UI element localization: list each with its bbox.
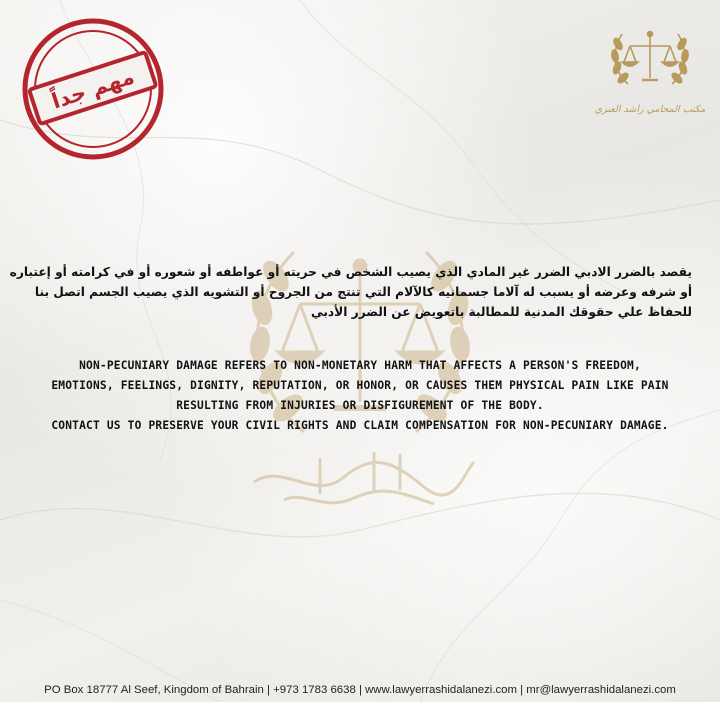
law-office-logo <box>594 16 706 120</box>
arabic-line: أو شرفه وعرضه أو يسبب له آلاما جسمانيه كالآلام التي تنتج من الجروح أو التشويه الذي يصيب الجسم اتصل بنا <box>34 285 692 299</box>
english-line: EMOTIONS, FEELINGS, DIGNITY, REPUTATION, OR HONOR, OR CAUSES THEM PHYSICAL PAIN LIKE PAIN <box>51 379 669 392</box>
english-line: NON-PECUNIARY DAMAGE REFERS TO NON-MONETARY HARM THAT AFFECTS A PERSON'S FREEDOM, <box>79 359 641 372</box>
arabic-line: يقصد بالضرر الادبي الضرر غير المادي الذي يصيب الشخص في حريته أو عواطفه أو شعوره أو في كرامته أو إعتباره <box>9 265 692 279</box>
watermark-calligraphy <box>254 452 474 504</box>
arabic-paragraph <box>9 262 692 322</box>
arabic-line: للحفاظ علي حقوقك المدنية للمطالبة باتعويض عن الضرر الأدبي <box>311 305 692 319</box>
english-paragraph <box>14 356 706 436</box>
important-stamp <box>18 14 168 164</box>
english-line: CONTACT US TO PRESERVE YOUR CIVIL RIGHTS AND CLAIM COMPENSATION FOR NON-PECUNIARY DAMAGE. <box>51 419 669 432</box>
logo-calligraphy: مكتب المحامي راشد العنزي <box>594 104 706 115</box>
scales-of-justice-icon <box>622 32 678 81</box>
stamp-text: مهم جداً <box>48 64 138 114</box>
english-line: RESULTING FROM INJURIES OR DISFIGUREMENT OF THE BODY. <box>176 399 544 412</box>
contact-footer: PO Box 18777 Al Seef, Kingdom of Bahrain | +973 1783 6638 | www.lawyerrashidalanezi.com | mr@lawyerrashidalanezi.com <box>44 684 676 696</box>
